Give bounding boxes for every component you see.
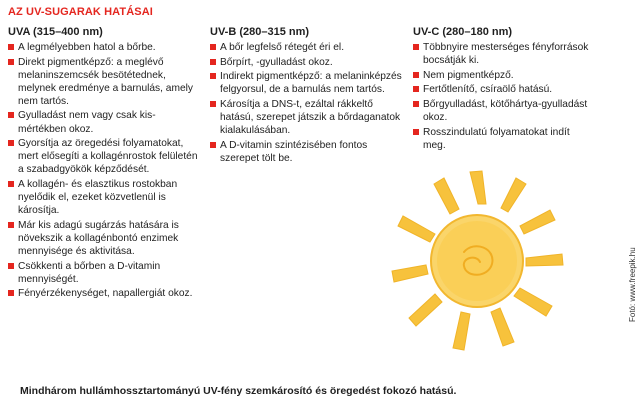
column-uvc [413, 26, 595, 153]
list-item [8, 137, 200, 176]
list-item [413, 69, 595, 82]
list-item-text: Már kis adagú sugárzás hatására is növekszik a kollagénbontó enzimek mennyisége és aktivitása. [18, 219, 179, 257]
sun-illustration [366, 166, 602, 376]
column-heading: UV-C (280–180 nm) [413, 26, 513, 38]
uvb-list [210, 41, 406, 165]
list-item-text: Nem pigmentképző. [423, 69, 514, 81]
list-item-text: A kollagén- és elasztikus rostokban nyelődik el, ezeket közvetlenül is károsítja. [18, 178, 178, 217]
bullet-icon [8, 140, 14, 146]
bullet-icon [210, 59, 216, 65]
list-item-text: Rosszindulatú folyamatokat indít meg. [423, 126, 570, 151]
list-item [8, 219, 200, 258]
list-item [413, 126, 595, 152]
list-item-text: Gyorsítja az öregedési folyamatokat, mert elősegíti a kollagénrostok felületén a szabadgyökök képződését. [18, 138, 198, 176]
bullet-icon [413, 86, 419, 92]
list-item-text: Gyulladást nem vagy csak kis-mértékben okoz. [18, 110, 156, 135]
sun-ray [526, 254, 563, 266]
column-uva [8, 26, 200, 302]
list-item [8, 287, 200, 300]
bullet-icon [210, 73, 216, 79]
bullet-icon [8, 263, 14, 269]
sun-ray [398, 216, 435, 242]
bullet-icon [413, 101, 419, 107]
list-item-text: A D-vitamin szintézisében fontos szerepet tölt be. [220, 139, 368, 164]
bullet-icon [210, 101, 216, 107]
page-title: AZ UV-SUGARAK HATÁSAI [8, 6, 153, 18]
bullet-icon [8, 44, 14, 50]
list-item [210, 56, 406, 69]
list-item [210, 139, 406, 165]
list-item [413, 41, 595, 67]
sun-ray [434, 178, 459, 214]
list-item [413, 83, 595, 96]
list-item [210, 70, 406, 96]
column-uvb [210, 26, 406, 166]
list-item [8, 109, 200, 135]
bullet-icon [8, 181, 14, 187]
sun-ray [409, 294, 442, 326]
list-item [8, 178, 200, 217]
bullet-icon [210, 142, 216, 148]
list-item-text: Bőrgyulladást, kötőhártya-gyulladást okoz. [423, 98, 588, 123]
bullet-icon [8, 222, 14, 228]
list-item-text: Csökkenti a bőrben a D-vitamin mennyiségét. [18, 260, 161, 285]
list-item [8, 41, 200, 54]
bullet-icon [413, 44, 419, 50]
column-heading: UV-B (280–315 nm) [210, 26, 310, 38]
uva-list [8, 41, 200, 300]
list-item-text: Bőrpírt, -gyulladást okoz. [220, 56, 333, 68]
list-item-text: Fertőtlenítő, csíraölő hatású. [423, 84, 553, 96]
list-item [210, 98, 406, 137]
footer-note: Mindhárom hullámhossztartományú UV-fény szemkárosító és öregedést fokozó hatású. [20, 385, 457, 397]
sun-ray [501, 178, 526, 212]
list-item [413, 98, 595, 124]
list-item-text: A bőr legfelső rétegét éri el. [220, 42, 345, 53]
sun-ray [453, 312, 470, 350]
list-item [210, 41, 406, 54]
list-item [8, 56, 200, 108]
bullet-icon [210, 44, 216, 50]
list-item-text: Károsítja a DNS-t, ezáltal rákkeltő hatású, szerepet játszik a bőrdaganatok kialakulásában. [220, 98, 401, 137]
photo-credit: Fotó: www.freepik.hu [628, 247, 637, 322]
list-item-text: A legmélyebben hatol a bőrbe. [18, 42, 156, 53]
bullet-icon [8, 290, 14, 296]
list-item-text: Direkt pigmentképző: a meglévő melaninszemcsék besötétednek, melynek eredménye a barnulás, amely nem tartós. [18, 56, 193, 107]
sun-ray [470, 171, 486, 204]
list-item-text: Fényérzékenységet, napallergiát okoz. [18, 288, 193, 300]
sun-ray [491, 308, 514, 346]
list-item [8, 260, 200, 286]
bullet-icon [413, 129, 419, 135]
bullet-icon [8, 59, 14, 65]
bullet-icon [8, 112, 14, 118]
list-item-text: Többnyire mesterséges fényforrások bocsátják ki. [423, 42, 589, 67]
sun-ray [514, 288, 552, 316]
sun-ray [392, 265, 428, 282]
list-item-text: Indirekt pigmentképző: a melaninképzés felgyorsul, de a barnulás nem tartós. [220, 71, 402, 96]
sun-ray [520, 210, 555, 234]
column-heading: UVA (315–400 nm) [8, 26, 103, 38]
uvc-list [413, 41, 595, 152]
bullet-icon [413, 72, 419, 78]
